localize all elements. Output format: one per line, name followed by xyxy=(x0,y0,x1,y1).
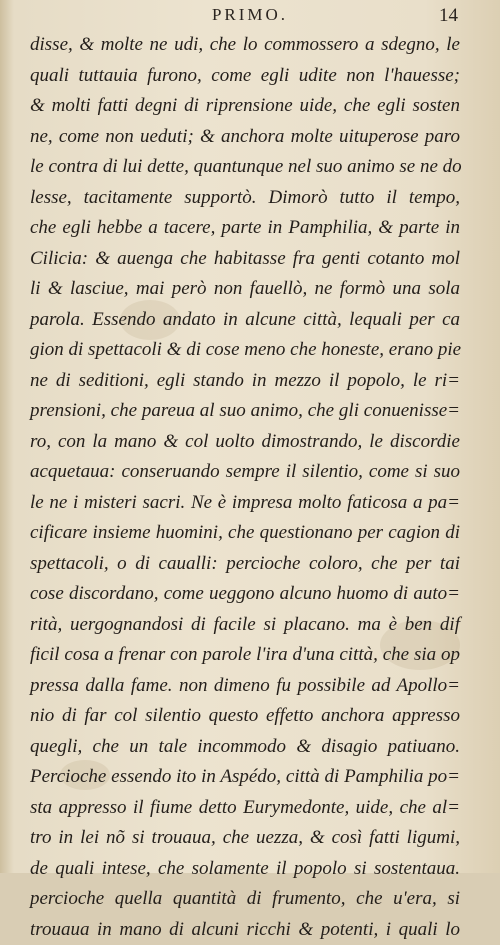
text-line: parola. Essendo andato in alcune città, lequali per ca xyxy=(30,305,460,336)
text-line: li & lasciue, mai però non fauellò, ne formò una sola xyxy=(30,274,460,305)
text-line: rità, uergognandosi di facile si placano. ma è ben dif xyxy=(30,610,460,641)
body-text xyxy=(30,30,460,945)
text-line: che egli hebbe a tacere, parte in Pamphilia, & parte in xyxy=(30,213,460,244)
text-line: pressa dalla fame. non dimeno fu possibile ad Apollo= xyxy=(30,671,460,702)
text-line: Percioche essendo ito in Aspédo, città di Pamphilia po= xyxy=(30,762,460,793)
text-line: quegli, che un tale incommodo & disagio patiuano. xyxy=(30,732,460,763)
page-number: 14 xyxy=(439,5,458,27)
text-line: nio di far col silentio questo effetto anchora appresso xyxy=(30,701,460,732)
text-line: le ne i misteri sacri. Ne è impresa molto faticosa a pa= xyxy=(30,488,460,519)
text-line: acquetaua: conseruando sempre il silentio, come si suo xyxy=(30,457,460,488)
text-line: de quali intese, che solamente il popolo si sostentaua. xyxy=(30,854,460,885)
running-title: PRIMO. xyxy=(0,5,500,25)
text-line: quali tuttauia furono, come egli udite non l'hauesse; xyxy=(30,61,460,92)
text-line: gion di spettacoli & di cose meno che honeste, erano pie xyxy=(30,335,460,366)
text-line: ficil cosa a frenar con parole l'ira d'una città, che sia op xyxy=(30,640,460,671)
page-header xyxy=(0,5,500,29)
text-line: cose discordano, come ueggono alcuno huomo di auto= xyxy=(30,579,460,610)
text-line: cificare insieme huomini, che questionano per cagion di xyxy=(30,518,460,549)
text-line: sta appresso il fiume detto Eurymedonte, uide, che al= xyxy=(30,793,460,824)
text-line: disse, & molte ne udi, che lo commossero a sdegno, le xyxy=(30,30,460,61)
text-line: prensioni, che pareua al suo animo, che gli conuenisse= xyxy=(30,396,460,427)
text-line: trouaua in mano di alcuni ricchi & potenti, i quali lo xyxy=(30,915,460,945)
text-line: ne, come non ueduti; & anchora molte uituperose paro xyxy=(30,122,460,153)
text-line: ne di seditioni, egli stando in mezzo il popolo, le ri= xyxy=(30,366,460,397)
text-line: lesse, tacitamente supportò. Dimorò tutto il tempo, xyxy=(30,183,460,214)
text-line: spettacoli, o di caualli: percioche coloro, che per tai xyxy=(30,549,460,580)
text-line: le contra di lui dette, quantunque nel suo animo se ne do xyxy=(30,152,460,183)
text-line: Cilicia: & auenga che habitasse fra genti cotanto mol xyxy=(30,244,460,275)
text-line: & molti fatti degni di riprensione uide, che egli sosten xyxy=(30,91,460,122)
text-line: ro, con la mano & col uolto dimostrando, le discordie xyxy=(30,427,460,458)
text-line: tro in lei nõ si trouaua, che uezza, & così fatti ligumi, xyxy=(30,823,460,854)
text-line: percioche quella quantità di frumento, che u'era, si xyxy=(30,884,460,915)
